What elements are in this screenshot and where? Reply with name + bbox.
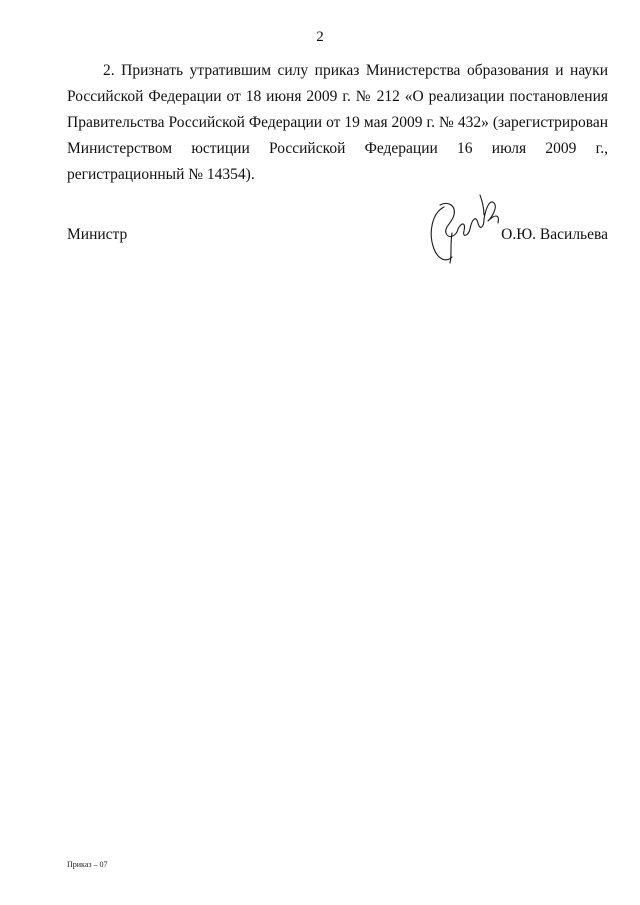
handwritten-signature	[422, 193, 504, 265]
signer-role: Министр	[67, 226, 128, 243]
signer-name: О.Ю. Васильева	[501, 226, 608, 243]
signature-stroke	[431, 207, 452, 260]
footer-code: Приказ – 07	[67, 860, 108, 869]
signature-stroke	[484, 202, 498, 223]
signature-stroke	[458, 224, 470, 235]
body-paragraph: 2. Признать утратившим силу приказ Министерства образования и науки Российской Федерации от 18 июня 2009 г. № 212 «О реализации постановления Правительства Российской Федерации от 19 мая 2009 г. № 432» (зарегистрирован Министерством юстиции Российской Федерации 16 июля 2009 г., регистрационный № 14354).	[67, 62, 608, 183]
signature-row	[67, 226, 608, 256]
page-number: 2	[316, 29, 324, 45]
signature-stroke	[470, 219, 484, 229]
signature-stroke	[480, 195, 484, 215]
signature-stroke	[440, 203, 458, 236]
signature-stroke	[450, 233, 452, 263]
